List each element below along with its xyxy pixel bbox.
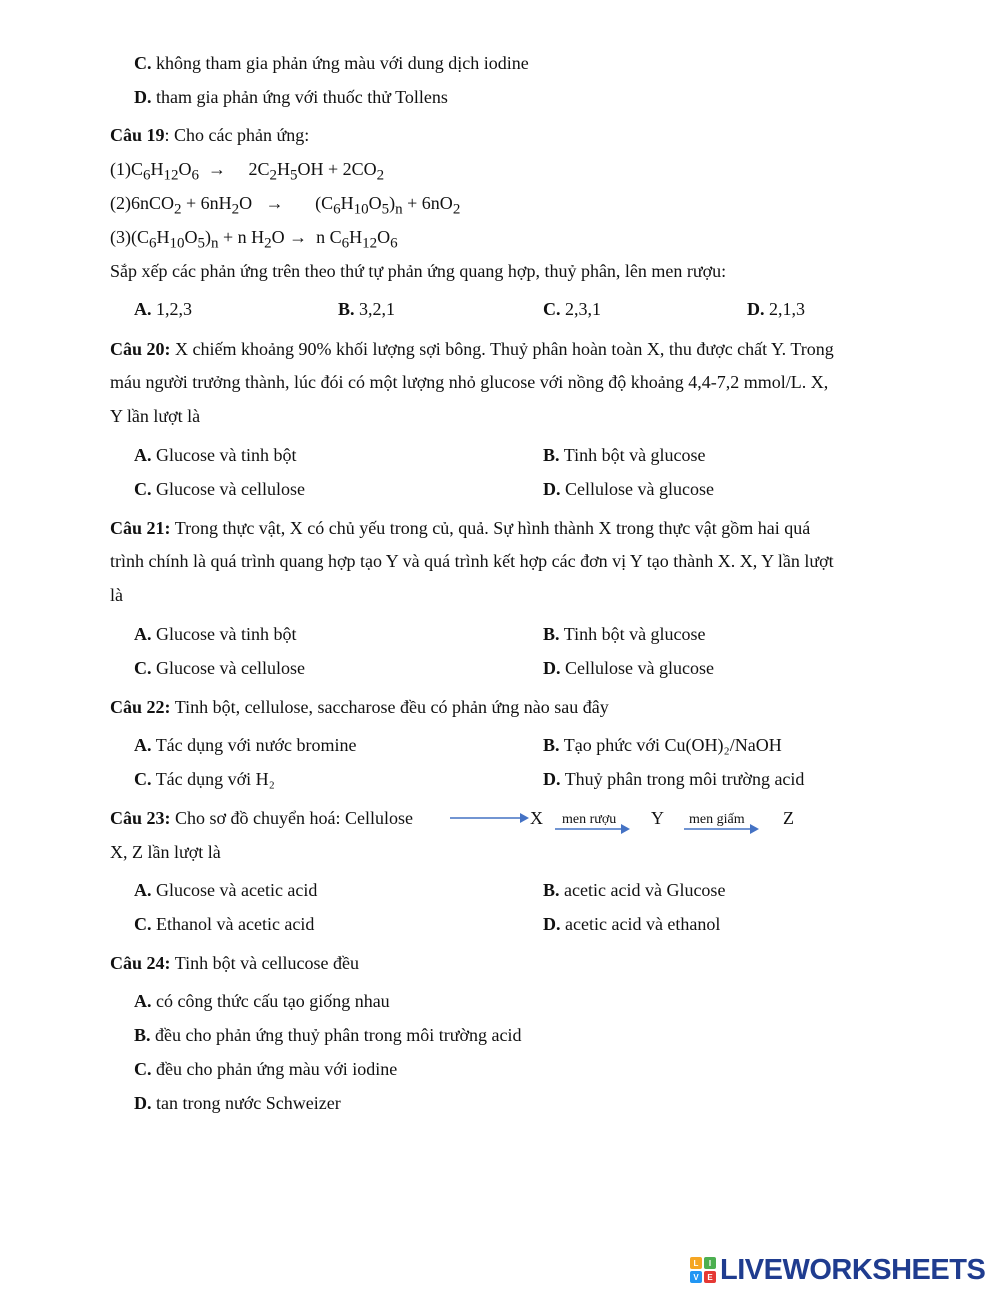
q22-option-c[interactable]: C. Tác dụng với H₂	[134, 769, 275, 789]
question-22: Câu 22: Tinh bột, cellulose, saccharose đều có phản ứng nào sau đây	[110, 697, 609, 717]
question-21: Câu 21: Trong thực vật, X có chủ yếu trong củ, quả. Sự hình thành X trong thực vật gồm hai quá	[110, 518, 811, 538]
question-19: Câu 19: Cho các phản ứng:	[110, 125, 310, 145]
arrow-cellulose-to-x	[450, 810, 530, 826]
brand-name: LIVEWORKSHEETS	[720, 1253, 986, 1286]
question-20-line-2: máu người trưởng thành, lúc đói có một lượng nhỏ glucose với nồng độ khoảng 4,4-7,2 mmol/L. X,	[110, 372, 829, 392]
question-23: Câu 23: Cho sơ đồ chuyển hoá: Cellulose	[110, 808, 414, 828]
q24-option-b[interactable]: B. đều cho phản ứng thuỷ phân trong môi trường acid	[134, 1025, 522, 1045]
q19-option-c[interactable]: C. 2,3,1	[543, 299, 601, 319]
q19-option-b[interactable]: B. 3,2,1	[338, 299, 396, 319]
arrow-2-label: men giấm	[689, 812, 745, 827]
node-z: Z	[783, 808, 794, 828]
question-20-line-3: Y lần lượt là	[110, 406, 201, 426]
liveworksheets-logo	[690, 1254, 985, 1286]
option-d: D. tham gia phản ứng với thuốc thử Tollens	[134, 87, 448, 107]
node-x: X	[530, 808, 543, 828]
q21-option-d[interactable]: D. Cellulose và glucose	[543, 658, 714, 678]
question-23-line-2: X, Z lần lượt là	[110, 842, 221, 862]
q20-option-a[interactable]: A. Glucose và tinh bột	[134, 445, 297, 465]
q24-option-d[interactable]: D. tan trong nước Schweizer	[134, 1093, 341, 1113]
q21-option-a[interactable]: A. Glucose và tinh bột	[134, 624, 297, 644]
node-y: Y	[651, 808, 664, 828]
q23-option-d[interactable]: D. acetic acid và ethanol	[543, 914, 721, 934]
q24-option-c[interactable]: C. đều cho phản ứng màu với iodine	[134, 1059, 398, 1079]
q19-option-a[interactable]: A. 1,2,3	[134, 299, 192, 319]
reaction-3: $(3)(C_6H_{10}O_5)_n + n$ $H_2O \to n$ $C_6H_{12}O_6$	[110, 227, 398, 252]
q23-option-a[interactable]: A. Glucose và acetic acid	[134, 880, 318, 900]
q23-option-c[interactable]: C. Ethanol và acetic acid	[134, 914, 315, 934]
q23-option-b[interactable]: B. acetic acid và Glucose	[543, 880, 726, 900]
arrow-1-label: men rượu	[562, 812, 617, 827]
q22-option-b[interactable]: B. Tạo phức với Cu(OH)₂/NaOH	[543, 735, 782, 755]
reaction-1: $(1)C_6H_{12}O_6$ → $2C_2H_5OH + 2CO_2$	[110, 159, 385, 184]
q21-option-c[interactable]: C. Glucose và cellulose	[134, 658, 305, 678]
q24-option-a[interactable]: A. có công thức cấu tạo giống nhau	[134, 991, 390, 1011]
question-24: Câu 24: Tinh bột và cellucose đều	[110, 953, 360, 973]
logo-blocks-icon: L I V E	[690, 1257, 716, 1283]
q22-option-a[interactable]: A. Tác dụng với nước bromine	[134, 735, 357, 755]
q21-option-b[interactable]: B. Tinh bột và glucose	[543, 624, 706, 644]
arrow-x-to-y	[555, 822, 631, 836]
reaction-2: $(2)6nCO_2 + 6nH_2O$ → $(C_6H_{10}O_5)_n + 6nO_2$	[110, 193, 461, 218]
arrow-y-to-z	[684, 822, 760, 836]
question-20: Câu 20: X chiếm khoảng 90% khối lượng sợi bông. Thuỷ phân hoàn toàn X, thu được chất Y. Trong	[110, 339, 834, 359]
question-19-instruction: Sắp xếp các phản ứng trên theo thứ tự phản ứng quang hợp, thuỷ phân, lên men rượu:	[110, 261, 727, 281]
q22-option-d[interactable]: D. Thuỷ phân trong môi trường acid	[543, 769, 805, 789]
q20-option-c[interactable]: C. Glucose và cellulose	[134, 479, 305, 499]
option-c: C. không tham gia phản ứng màu với dung dịch iodine	[134, 53, 529, 73]
q19-option-d[interactable]: D. 2,1,3	[747, 299, 805, 319]
q20-option-d[interactable]: D. Cellulose và glucose	[543, 479, 714, 499]
question-21-line-2: trình chính là quá trình quang hợp tạo Y và quá trình kết hợp các đơn vị Y tạo thành X. X, Y lần lượt	[110, 551, 834, 571]
q20-option-b[interactable]: B. Tinh bột và glucose	[543, 445, 706, 465]
question-21-line-3: là	[110, 585, 123, 605]
